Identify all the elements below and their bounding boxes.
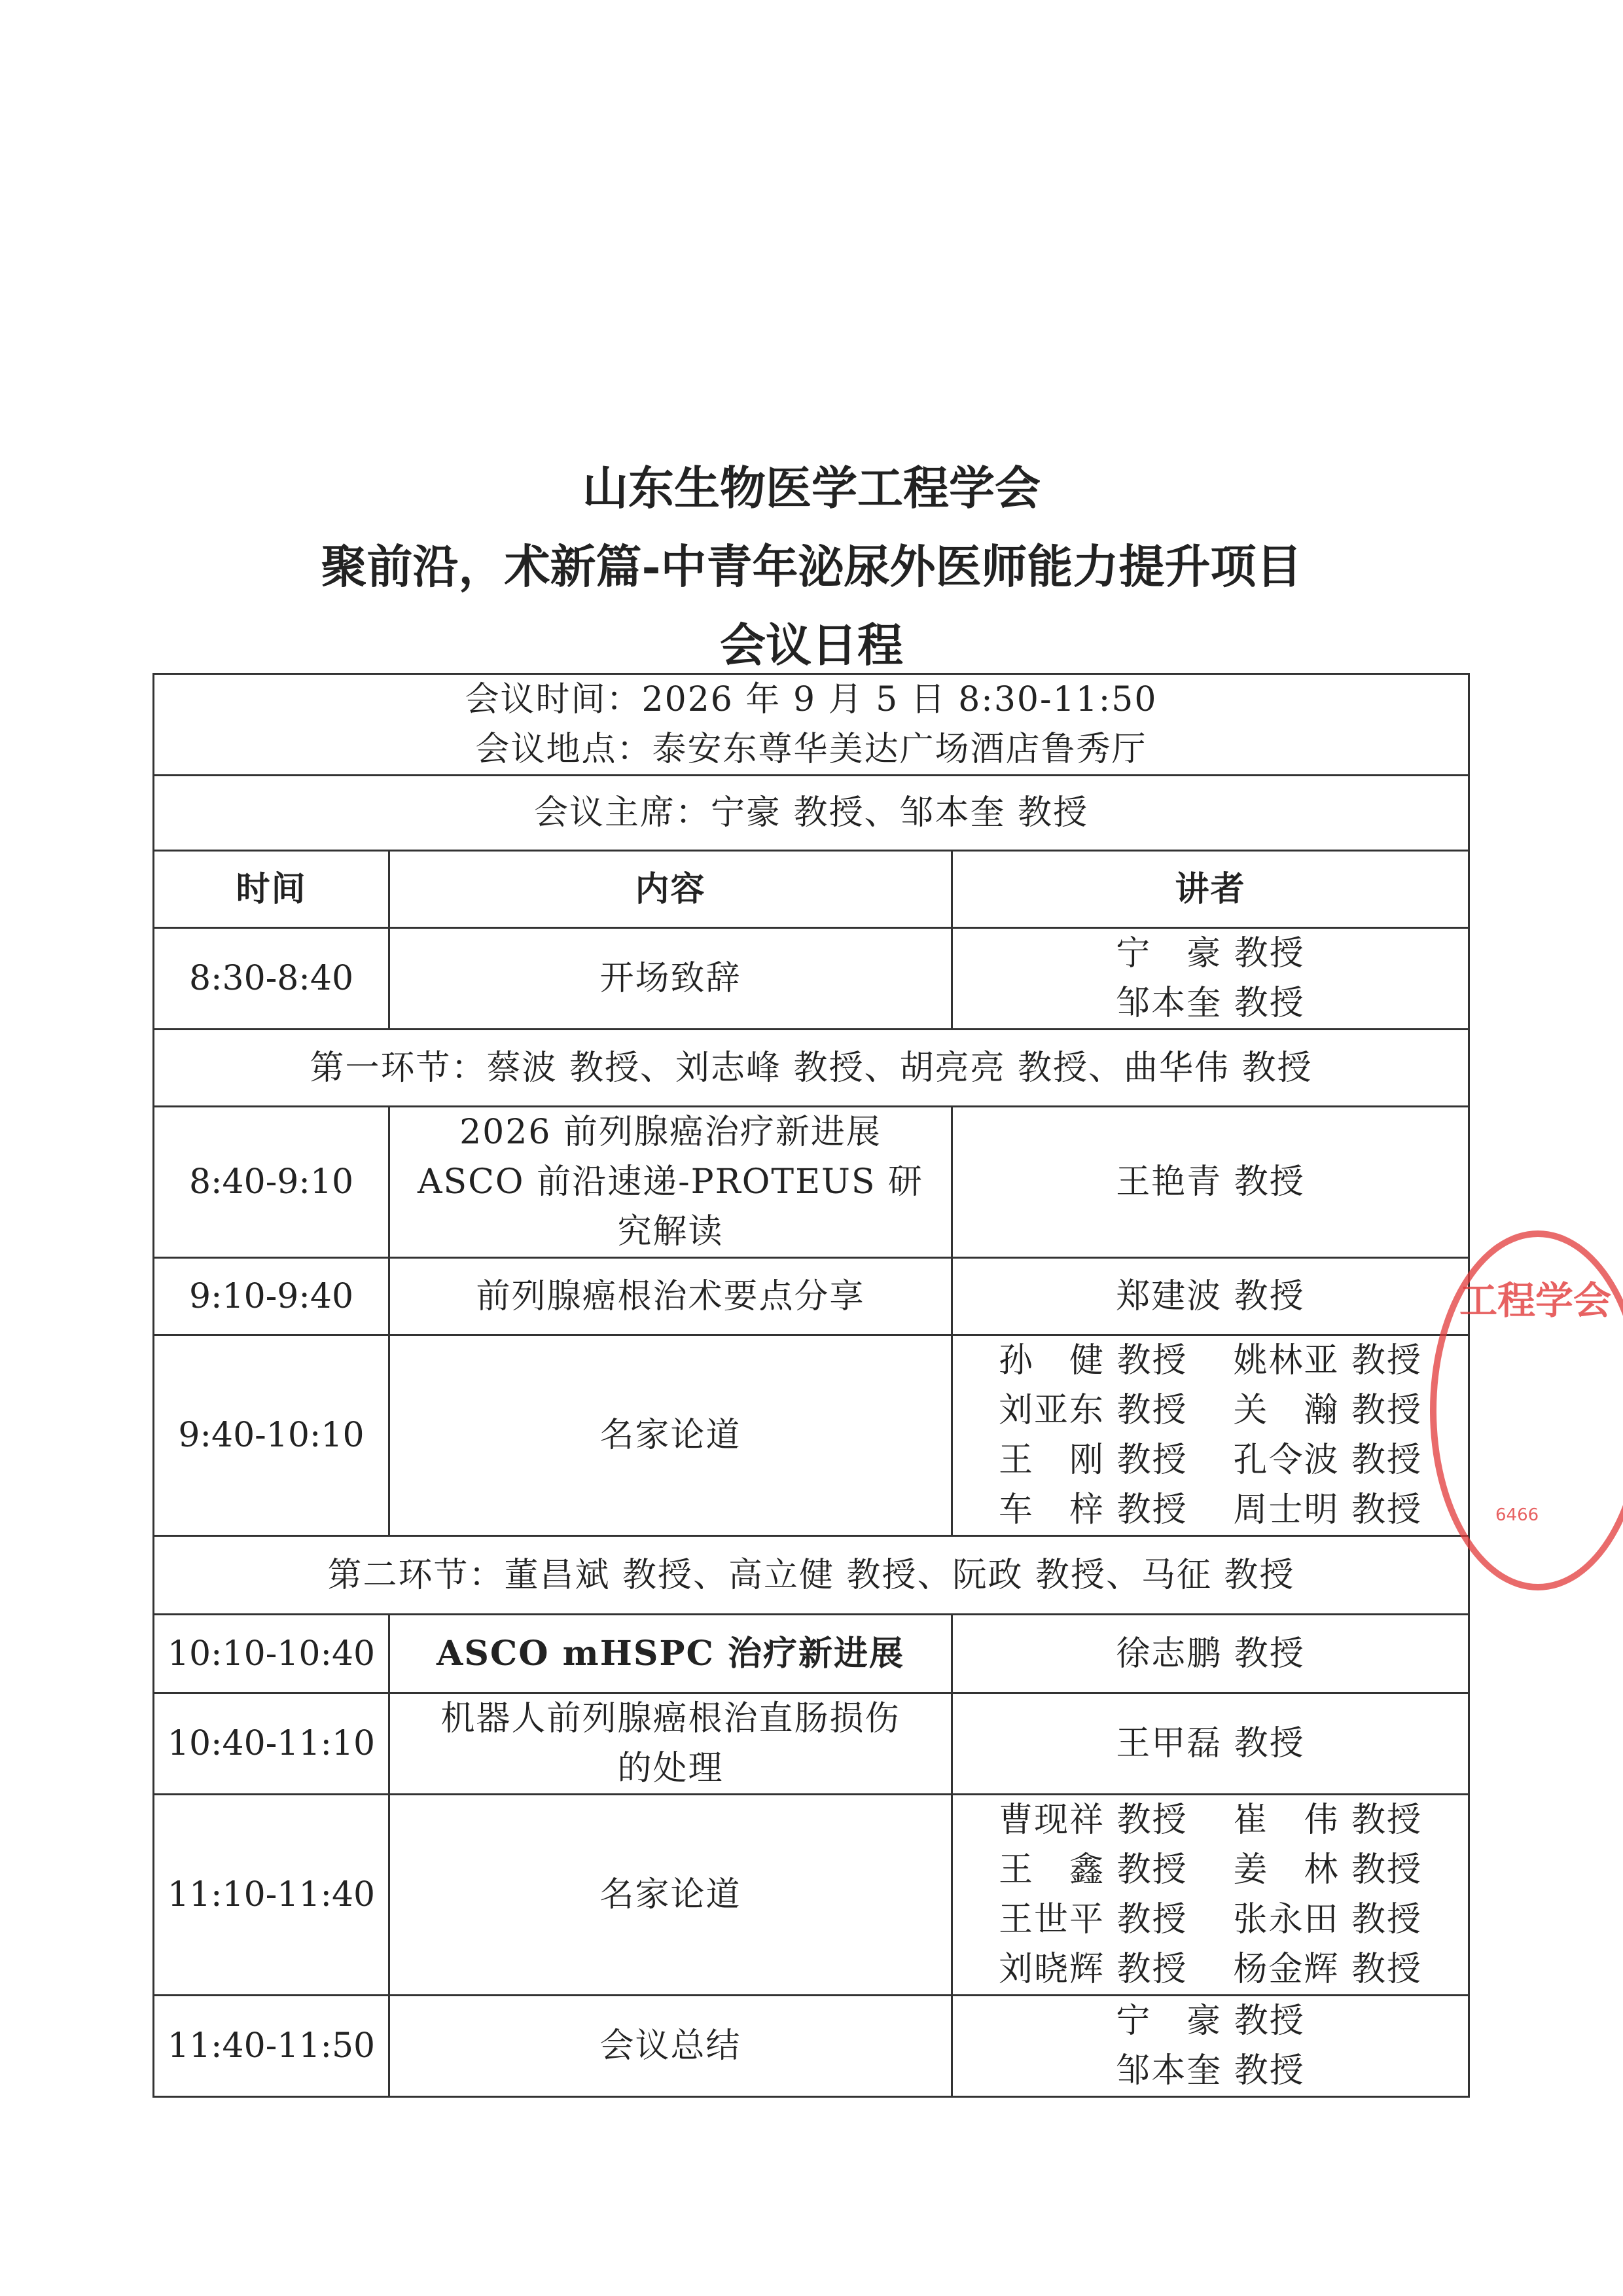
row-time: 11:40-11:50	[154, 1996, 389, 2097]
speaker-name: 王世平 教授	[998, 1900, 1188, 1939]
speaker-name: 杨金辉 教授	[1233, 1950, 1423, 1989]
table-row	[154, 1258, 1469, 1335]
info-cell	[154, 674, 1469, 776]
speaker-name: 关 瀚 教授	[1233, 1391, 1423, 1430]
meeting-chair: 会议主席：宁豪 教授、邹本奎 教授	[154, 776, 1469, 851]
row-time: 8:30-8:40	[154, 928, 389, 1030]
content-line: 2026 前列腺癌治疗新进展	[459, 1113, 882, 1152]
row-content: 名家论道	[389, 1335, 952, 1536]
row-speaker: 郑建波 教授	[952, 1258, 1469, 1335]
row-content	[389, 1693, 952, 1795]
speaker-name: 周士明 教授	[1233, 1490, 1423, 1530]
speaker-name: 姜 林 教授	[1233, 1850, 1423, 1890]
section-row	[154, 1536, 1469, 1615]
row-speaker	[952, 1795, 1469, 1996]
speaker-name: 王 刚 教授	[998, 1441, 1188, 1480]
row-time: 9:40-10:10	[154, 1335, 389, 1536]
row-content: 名家论道	[389, 1795, 952, 1996]
row-speaker: 王艳青 教授	[952, 1107, 1469, 1258]
content-line: 的处理	[617, 1749, 724, 1788]
meeting-time: 会议时间：2026 年 9 月 5 日 8:30-11:50	[465, 680, 1158, 719]
row-content: 开场致辞	[389, 928, 952, 1030]
table-row	[154, 1615, 1469, 1693]
speaker-name: 王 鑫 教授	[998, 1850, 1188, 1890]
section-one-moderators: 第一环节：蔡波 教授、刘志峰 教授、胡亮亮 教授、曲华伟 教授	[154, 1030, 1469, 1107]
row-speaker: 王甲磊 教授	[952, 1693, 1469, 1795]
header-row	[154, 851, 1469, 928]
speaker-grid	[959, 1795, 1461, 1994]
speaker-name: 宁 豪 教授	[1116, 2001, 1305, 2041]
row-speaker	[952, 1996, 1469, 2097]
speaker-name: 邹本奎 教授	[1116, 2051, 1305, 2090]
speaker-name: 孙 健 教授	[998, 1341, 1188, 1380]
row-speaker	[952, 1335, 1469, 1536]
header-time: 时间	[154, 851, 389, 928]
table-row	[154, 928, 1469, 1030]
section-row	[154, 1030, 1469, 1107]
table-row	[154, 1996, 1469, 2097]
row-content: ASCO mHSPC 治疗新进展	[389, 1615, 952, 1693]
content-line: 究解读	[617, 1212, 724, 1251]
header-speaker: 讲者	[952, 851, 1469, 928]
header-content: 内容	[389, 851, 952, 928]
speaker-name: 刘晓辉 教授	[998, 1950, 1188, 1989]
speaker-name: 张永田 教授	[1233, 1900, 1423, 1939]
seal-text: 工程学会	[1459, 1278, 1612, 1323]
row-time: 10:40-11:10	[154, 1693, 389, 1795]
row-time: 11:10-11:40	[154, 1795, 389, 1996]
speaker-name: 曹现祥 教授	[998, 1801, 1188, 1840]
section-two-moderators: 第二环节：董昌斌 教授、高立健 教授、阮政 教授、马征 教授	[154, 1536, 1469, 1615]
row-content	[389, 1107, 952, 1258]
row-content: 前列腺癌根治术要点分享	[389, 1258, 952, 1335]
info-row	[154, 674, 1469, 776]
schedule-table	[152, 673, 1470, 2098]
speaker-name: 崔 伟 教授	[1233, 1801, 1423, 1840]
row-speaker	[952, 928, 1469, 1030]
chair-row	[154, 776, 1469, 851]
table-row	[154, 1107, 1469, 1258]
speaker-name: 刘亚东 教授	[998, 1391, 1188, 1430]
row-speaker: 徐志鹏 教授	[952, 1615, 1469, 1693]
content-line: 机器人前列腺癌根治直肠损伤	[440, 1699, 901, 1738]
org-title: 山东生物医学工程学会	[582, 461, 1041, 515]
speaker-name: 车 梓 教授	[998, 1490, 1188, 1530]
meeting-place: 会议地点：泰安东尊华美达广场酒店鲁秀厅	[475, 730, 1147, 769]
content-line: ASCO 前沿速递-PROTEUS 研	[417, 1162, 924, 1202]
table-row	[154, 1795, 1469, 1996]
schedule-title: 会议日程	[720, 618, 903, 672]
speaker-name: 孔令波 教授	[1233, 1441, 1423, 1480]
speaker-grid	[959, 1336, 1461, 1535]
table-row	[154, 1335, 1469, 1536]
speaker-name: 宁 豪 教授	[1116, 934, 1305, 973]
row-time: 9:10-9:40	[154, 1258, 389, 1335]
speaker-name: 姚林亚 教授	[1233, 1341, 1423, 1380]
row-time: 8:40-9:10	[154, 1107, 389, 1258]
row-time: 10:10-10:40	[154, 1615, 389, 1693]
project-title: 聚前沿，术新篇-中青年泌尿外医师能力提升项目	[321, 539, 1302, 594]
row-content: 会议总结	[389, 1996, 952, 2097]
seal-number: 6466	[1495, 1505, 1539, 1525]
table-row	[154, 1693, 1469, 1795]
speaker-name: 邹本奎 教授	[1116, 984, 1305, 1023]
